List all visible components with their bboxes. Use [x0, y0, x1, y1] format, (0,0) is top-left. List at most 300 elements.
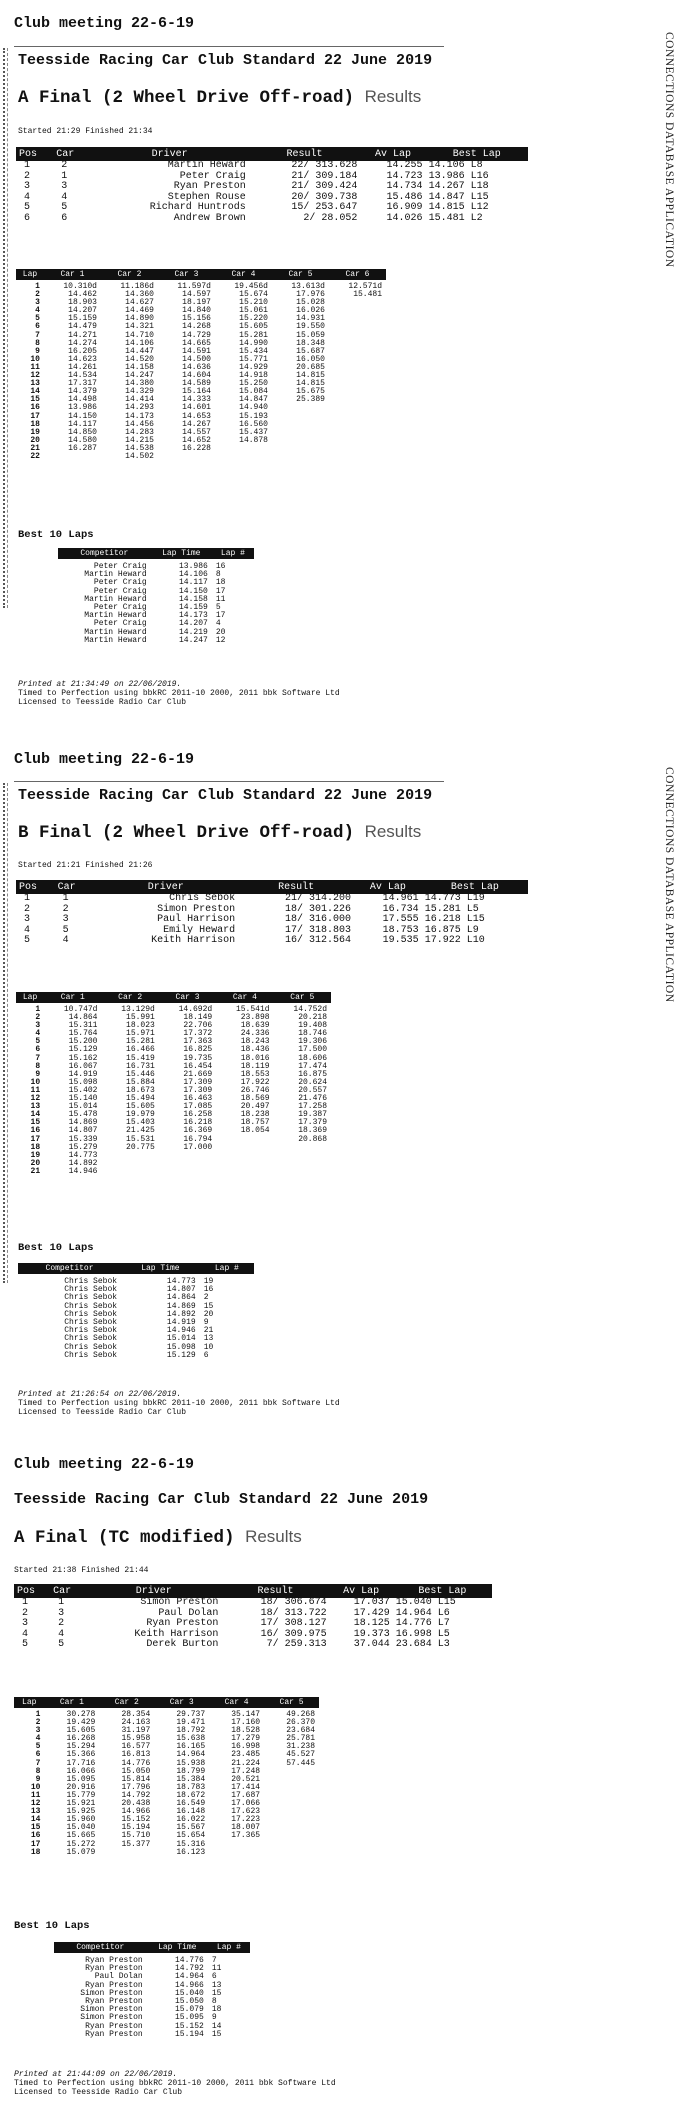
lap-time: 15.279	[68, 1142, 98, 1152]
table-cell: 17/ 318.803	[285, 924, 352, 936]
lap-time: 14.966	[121, 1807, 151, 1817]
lap-time: 14.792	[121, 1790, 151, 1800]
lap-row	[16, 453, 386, 461]
lap-time: 14.890	[125, 314, 154, 324]
lap-number: 1	[35, 1005, 41, 1014]
meeting-title: Club meeting 22-6-19	[14, 751, 195, 768]
lap-times-table	[16, 992, 331, 1176]
best-lap-row	[18, 1335, 254, 1343]
lap-number: 11	[211, 1964, 222, 1974]
column-header: Lap Time	[121, 1263, 200, 1274]
table-cell: 5	[24, 935, 31, 947]
column-header: Car 4	[209, 1697, 264, 1708]
competitor: Peter Craig	[93, 619, 147, 629]
lap-time	[101, 1152, 158, 1160]
lap-number: 15	[30, 1823, 41, 1833]
lap-row	[16, 1152, 331, 1160]
lap-time: 16.022	[176, 1815, 206, 1825]
lap-time: 14.329	[125, 387, 154, 397]
lap-number: 12	[30, 1799, 41, 1809]
lap-number: 20	[30, 1158, 41, 1168]
lap-time	[329, 307, 386, 315]
lap-time: 17.363	[183, 1037, 213, 1047]
lap-time	[272, 445, 329, 453]
table-cell: 3	[22, 1618, 29, 1630]
table-cell: 3	[58, 1607, 65, 1619]
table-cell: 2	[58, 1618, 65, 1630]
lap-number: 19	[30, 1150, 41, 1160]
column-header: Car 6	[329, 269, 386, 280]
competitor: Peter Craig	[93, 603, 147, 613]
competitor: Ryan Preston	[85, 1997, 143, 2007]
best-header-row	[18, 1263, 254, 1274]
lap-time: 14.869	[68, 1118, 98, 1128]
lap-time	[329, 380, 386, 388]
lap-time: 14.773	[166, 1277, 196, 1286]
lap-time: 25.781	[286, 1734, 315, 1744]
lap-time: 14.321	[125, 322, 154, 332]
lap-time: 16.560	[239, 419, 268, 429]
lap-time: 14.268	[182, 322, 211, 332]
lap-time	[329, 364, 386, 372]
column-header: Lap	[16, 269, 44, 280]
lap-time: 18.903	[68, 298, 97, 308]
lap-time: 10.747d	[63, 1005, 98, 1014]
lap-time: 14.580	[68, 435, 97, 445]
table-cell: 14.106 L8	[428, 160, 483, 171]
lap-time	[264, 1841, 319, 1849]
lap-time: 14.380	[125, 379, 154, 389]
lap-time: 15.674	[239, 290, 268, 300]
lap-time: 15.958	[121, 1734, 151, 1744]
lap-time: 14.652	[182, 435, 211, 445]
lap-time: 15.665	[66, 1831, 96, 1841]
best-laps-table	[18, 1263, 254, 1360]
table-cell: Paul Dolan	[158, 1607, 219, 1619]
lap-time: 14.117	[68, 419, 97, 429]
lap-time: 15.316	[176, 1839, 206, 1849]
lap-time: 19.456d	[234, 282, 268, 291]
lap-number: 18	[30, 1847, 41, 1857]
lap-time: 14.117	[179, 578, 208, 588]
lap-number: 9	[211, 2013, 217, 2023]
lap-time: 16.258	[183, 1110, 213, 1120]
lap-time: 14.692d	[178, 1005, 213, 1014]
table-cell: Simon Preston	[157, 903, 236, 915]
lap-row	[14, 1849, 319, 1857]
lap-time: 15.281	[239, 330, 268, 340]
lap-time: 17.085	[183, 1102, 213, 1112]
lap-time: 14.207	[179, 619, 208, 629]
lap-number: 12	[30, 371, 40, 381]
lap-time: 14.653	[182, 411, 211, 421]
lap-time: 14.665	[182, 338, 211, 348]
lap-time: 20.685	[296, 362, 325, 372]
lap-number: 5	[35, 314, 40, 324]
lap-time: 15.710	[121, 1831, 151, 1841]
lap-time: 15.377	[121, 1839, 151, 1849]
lap-time: 14.557	[182, 427, 211, 437]
lap-time: 14.150	[68, 411, 97, 421]
lap-number: 5	[215, 603, 221, 613]
lap-time: 16.268	[66, 1734, 96, 1744]
lap-time: 15.095	[66, 1774, 96, 1784]
lap-time: 18.016	[240, 1053, 270, 1063]
competitor: Paul Dolan	[94, 1972, 143, 1982]
lap-number: 20	[215, 627, 226, 637]
lap-time: 14.247	[179, 635, 208, 645]
column-header: Competitor	[58, 548, 151, 559]
table-cell: 18/ 313.722	[260, 1607, 327, 1619]
lap-time: 17.414	[231, 1782, 261, 1792]
lap-time: 16.067	[68, 1061, 98, 1071]
lap-time: 14.850	[68, 427, 97, 437]
lap-row	[14, 1719, 319, 1727]
lap-time: 17.223	[231, 1815, 261, 1825]
lap-time: 14.456	[125, 419, 154, 429]
lap-time	[159, 1152, 216, 1160]
lap-row	[16, 1168, 331, 1176]
lap-time: 16.731	[126, 1061, 155, 1071]
lap-time: 20.916	[66, 1782, 96, 1792]
lap-time: 18.023	[126, 1021, 155, 1031]
lap-time: 15.654	[176, 1831, 206, 1841]
lap-time: 17.687	[231, 1790, 261, 1800]
lap-time: 16.998	[231, 1742, 261, 1752]
lap-time: 15.040	[175, 1988, 204, 1998]
lap-time	[216, 1168, 273, 1176]
lap-number: 15	[203, 1301, 214, 1311]
lap-time	[264, 1824, 319, 1832]
lap-time: 14.636	[182, 362, 211, 372]
table-cell: 4	[58, 1628, 65, 1640]
lap-time: 15.384	[176, 1774, 206, 1784]
lap-time: 17.248	[231, 1766, 261, 1776]
lap-row	[16, 1055, 331, 1063]
column-header: Car 5	[264, 1697, 319, 1708]
table-cell: 1	[22, 1597, 29, 1608]
table-cell: 14.847 L15	[428, 191, 489, 203]
lap-time: 18.673	[126, 1085, 155, 1095]
lap-time: 14.964	[176, 1750, 206, 1760]
best-lap-row	[54, 1965, 250, 1973]
competitor: Ryan Preston	[85, 2021, 143, 2031]
lap-time: 14.864	[166, 1293, 196, 1303]
lap-number: 10	[30, 1782, 41, 1792]
lap-time: 18.569	[240, 1094, 270, 1104]
lap-time: 21.224	[231, 1758, 261, 1768]
scan-edge-marks	[3, 48, 14, 608]
lap-time: 26.370	[286, 1718, 315, 1728]
table-cell: 15.281 L5	[424, 903, 479, 915]
lap-time: 17.372	[183, 1029, 213, 1039]
lap-time: 18.007	[231, 1823, 261, 1833]
competitor: Ryan Preston	[85, 1964, 143, 1974]
table-cell: 1	[24, 893, 31, 904]
table-cell: 21/ 309.184	[291, 170, 358, 182]
table-cell: 5	[24, 202, 31, 214]
lap-time: 13.129d	[121, 1005, 155, 1014]
lap-time: 18.119	[240, 1061, 270, 1071]
lap-number: 19	[30, 427, 40, 437]
table-cell: 17.555	[382, 914, 419, 926]
lap-time: 15.194	[175, 2029, 204, 2039]
column-header: Lap #	[208, 1942, 250, 1953]
lap-time	[99, 1849, 154, 1857]
table-cell: 16.218 L15	[424, 914, 485, 926]
lap-time	[264, 1808, 319, 1816]
lap-time: 30.278	[66, 1710, 96, 1719]
competitor: Ryan Preston	[85, 1956, 143, 1965]
lap-time: 15.675	[296, 387, 325, 397]
lap-time	[264, 1849, 319, 1857]
table-cell: 14.723	[386, 170, 423, 182]
lap-time: 14.919	[166, 1318, 196, 1328]
column-header: Driver	[86, 1584, 221, 1598]
best-lap-row	[54, 2031, 250, 2039]
lap-number: 11	[215, 594, 226, 604]
lap-time	[274, 1152, 331, 1160]
lap-time: 14.604	[182, 371, 211, 381]
lap-time	[209, 1841, 264, 1849]
lap-number: 18	[30, 419, 40, 429]
column-header: Pos	[14, 1584, 50, 1598]
lap-number: 3	[35, 298, 40, 308]
lap-time: 16.287	[68, 443, 97, 453]
table-cell: 23.684 L3	[395, 1639, 450, 1651]
lap-time: 15.281	[126, 1037, 155, 1047]
lap-time: 31.197	[121, 1726, 151, 1736]
lap-row	[14, 1708, 319, 1719]
lap-time: 15.437	[239, 427, 268, 437]
lap-time: 14.776	[175, 1956, 204, 1965]
lap-time: 21.476	[298, 1094, 327, 1104]
column-header: Car 4	[216, 992, 273, 1003]
lap-time	[329, 413, 386, 421]
table-cell: 2	[61, 160, 68, 171]
column-header: Lap	[14, 1697, 44, 1708]
timed-by: Timed to Perfection using bbkRC 2011-10 2000, 2011 bbk Software Ltd	[14, 2079, 336, 2088]
best-header-row	[54, 1942, 250, 1953]
lap-time: 15.152	[175, 2021, 204, 2031]
lap-time	[215, 445, 272, 453]
competitor: Peter Craig	[93, 586, 147, 596]
lap-row	[16, 1022, 331, 1030]
printed-at: Printed at 21:44:09 on 22/06/2019.	[14, 2070, 178, 2079]
lap-time	[274, 1160, 331, 1168]
lap-time: 16.466	[126, 1045, 155, 1055]
table-cell: 2	[22, 1607, 29, 1619]
lap-time: 15.156	[182, 314, 211, 324]
lap-time: 23.485	[231, 1750, 261, 1760]
competitor: Chris Sebok	[64, 1318, 118, 1328]
lap-times-table	[14, 1697, 319, 1857]
lap-time: 15.129	[166, 1350, 196, 1360]
lap-row	[14, 1735, 319, 1743]
competitor: Chris Sebok	[64, 1309, 118, 1319]
results-table	[16, 880, 528, 947]
table-cell: 5	[58, 1639, 65, 1651]
results-sheet	[0, 0, 679, 735]
lap-time: 16.218	[183, 1118, 213, 1128]
lap-time: 14.534	[68, 371, 97, 381]
lap-time: 14.479	[68, 322, 97, 332]
lap-number: 5	[35, 1037, 41, 1047]
lap-time: 20.557	[298, 1085, 327, 1095]
table-cell: 5	[62, 924, 69, 936]
best-lap-row	[54, 1990, 250, 1998]
lap-number: 10	[30, 354, 40, 364]
lap-time: 15.294	[66, 1742, 96, 1752]
lap-time: 13.986	[68, 403, 97, 413]
lap-number: 14	[211, 2021, 222, 2031]
lap-number: 20	[203, 1309, 214, 1319]
lap-time: 15.481	[353, 290, 382, 300]
lap-time: 14.966	[175, 1980, 204, 1990]
table-cell: 15/ 253.647	[291, 202, 358, 214]
lap-time: 16.549	[176, 1799, 206, 1809]
best-laps-title: Best 10 Laps	[18, 1242, 94, 1254]
lap-number: 16	[215, 562, 226, 571]
lap-time: 18.197	[182, 298, 211, 308]
lap-time: 14.710	[125, 330, 154, 340]
lap-time: 14.752d	[293, 1005, 327, 1014]
competitor: Martin Heward	[84, 594, 147, 604]
lap-number: 12	[215, 635, 226, 645]
lap-number: 11	[30, 1085, 41, 1095]
table-cell: 18/ 301.226	[285, 903, 352, 915]
lap-time: 14.271	[68, 330, 97, 340]
lap-time	[329, 421, 386, 429]
lap-number: 13	[30, 1102, 41, 1112]
lap-time: 13.613d	[291, 282, 325, 291]
lap-number: 18	[211, 2005, 222, 2015]
results-header-row	[14, 1584, 492, 1598]
licensed-to: Licensed to Teesside Radio Car Club	[18, 1408, 187, 1417]
final-title: A Final (2 Wheel Drive Off-road) Results	[18, 87, 422, 108]
lap-number: 4	[35, 1029, 41, 1039]
lap-time: 14.267	[182, 419, 211, 429]
table-cell: Ryan Preston	[173, 181, 246, 193]
table-cell: 14.964 L6	[395, 1607, 450, 1619]
column-header: Car 2	[101, 992, 158, 1003]
competitor: Chris Sebok	[64, 1277, 118, 1286]
lap-time: 15.250	[239, 379, 268, 389]
lap-number: 5	[35, 1742, 41, 1752]
lap-time: 14.462	[68, 290, 97, 300]
laps-header-row	[16, 992, 331, 1003]
lap-time: 18.149	[183, 1013, 213, 1023]
best-lap-row	[18, 1294, 254, 1302]
lap-time: 14.869	[166, 1301, 196, 1311]
lap-time: 15.419	[126, 1053, 155, 1063]
column-header: Car 1	[44, 992, 101, 1003]
table-cell: 1	[61, 170, 68, 182]
lap-row	[14, 1832, 319, 1840]
lap-time: 15.014	[68, 1102, 98, 1112]
lap-time: 14.293	[125, 403, 154, 413]
lap-time	[329, 396, 386, 404]
competitor: Martin Heward	[84, 570, 147, 580]
lap-time: 14.360	[125, 290, 154, 300]
lap-row	[16, 1087, 331, 1095]
lap-time	[264, 1832, 319, 1840]
lap-time: 18.606	[298, 1053, 327, 1063]
lap-time: 15.210	[239, 298, 268, 308]
lap-time: 23.684	[286, 1726, 315, 1736]
lap-time: 15.140	[68, 1094, 98, 1104]
lap-number: 13	[203, 1334, 214, 1344]
table-cell: 17.037	[353, 1597, 390, 1608]
lap-number: 17	[30, 411, 40, 421]
table-cell: 14.776 L7	[395, 1618, 450, 1630]
lap-number: 3	[35, 1021, 41, 1031]
lap-time: 14.773	[68, 1150, 98, 1160]
lap-time: 14.150	[179, 586, 208, 596]
competitor: Martin Heward	[84, 635, 147, 645]
lap-time	[329, 453, 386, 461]
lap-time: 14.776	[121, 1758, 151, 1768]
lap-number: 2	[35, 1013, 41, 1023]
lap-number: 20	[30, 435, 40, 445]
table-cell: 3	[61, 181, 68, 193]
best-lap-row	[18, 1327, 254, 1335]
lap-time: 16.066	[66, 1766, 96, 1776]
lap-time	[159, 1160, 216, 1168]
lap-time	[272, 413, 329, 421]
table-cell: Emily Heward	[163, 924, 236, 936]
lap-time: 20.438	[121, 1799, 151, 1809]
table-cell: 3	[24, 181, 31, 193]
lap-time	[329, 340, 386, 348]
lap-number: 2	[203, 1293, 209, 1303]
lap-row	[16, 1160, 331, 1168]
table-cell: 14.026	[386, 212, 423, 224]
column-header: Lap	[16, 992, 44, 1003]
lap-number: 7	[35, 330, 40, 340]
competitor: Martin Heward	[84, 611, 147, 621]
lap-time	[274, 1144, 331, 1152]
competitor: Ryan Preston	[85, 2029, 143, 2039]
lap-time: 17.379	[298, 1118, 327, 1128]
column-header: Lap Time	[151, 548, 212, 559]
table-cell: Andrew Brown	[173, 212, 246, 224]
table-cell: 15.486	[386, 191, 423, 203]
table-cell: 18/ 316.000	[285, 914, 352, 926]
lap-number: 1	[35, 282, 40, 291]
lap-number: 6	[35, 322, 40, 332]
lap-time: 15.193	[239, 411, 268, 421]
race-times: Started 21:21 Finished 21:26	[18, 861, 153, 870]
lap-time: 13.986	[179, 562, 208, 571]
column-header: Driver	[93, 880, 238, 894]
column-header: Car 4	[215, 269, 272, 280]
divider	[14, 46, 444, 47]
lap-time: 16.454	[183, 1061, 213, 1071]
lap-time	[216, 1136, 273, 1144]
lap-number: 14	[30, 1110, 41, 1120]
lap-time	[216, 1160, 273, 1168]
lap-row	[16, 1030, 331, 1038]
table-cell: 4	[62, 935, 69, 947]
lap-number: 11	[30, 362, 40, 372]
table-cell: 21/ 309.424	[291, 181, 358, 193]
lap-time: 14.274	[68, 338, 97, 348]
lap-time	[264, 1816, 319, 1824]
table-row	[14, 1640, 492, 1651]
lap-number: 16	[30, 1831, 41, 1841]
meeting-title: Club meeting 22-6-19	[14, 1456, 195, 1473]
